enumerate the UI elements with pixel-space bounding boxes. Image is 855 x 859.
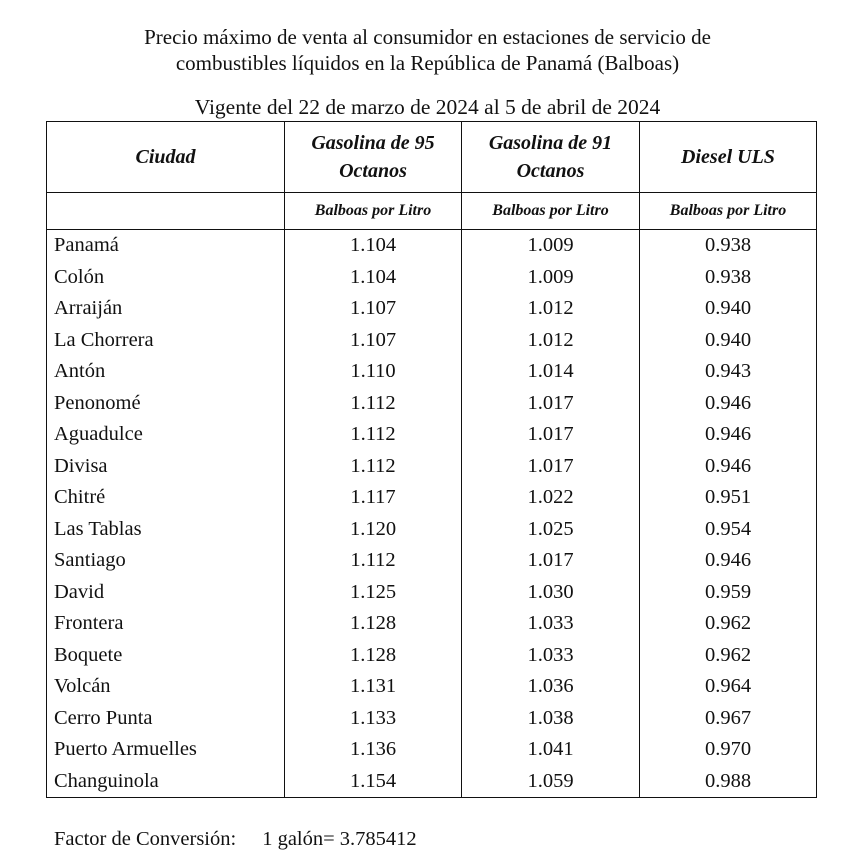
table-row <box>47 325 817 357</box>
cell-gasoline-95: 1.117 <box>285 482 462 514</box>
table-row <box>47 671 817 703</box>
cell-diesel-uls: 0.938 <box>640 230 817 262</box>
table-row <box>47 262 817 294</box>
cell-gasoline-95: 1.120 <box>285 514 462 546</box>
cell-gasoline-91: 1.030 <box>462 577 640 609</box>
cell-gasoline-91: 1.036 <box>462 671 640 703</box>
cell-gasoline-91: 1.014 <box>462 356 640 388</box>
cell-gasoline-91: 1.022 <box>462 482 640 514</box>
cell-diesel-uls: 0.962 <box>640 608 817 640</box>
table-row <box>47 703 817 735</box>
cell-gasoline-95: 1.125 <box>285 577 462 609</box>
cell-city: Boquete <box>47 640 285 672</box>
cell-gasoline-91: 1.009 <box>462 230 640 262</box>
cell-gasoline-91: 1.009 <box>462 262 640 294</box>
table-row <box>47 419 817 451</box>
cell-city: Antón <box>47 356 285 388</box>
units-city <box>47 193 285 230</box>
cell-gasoline-91: 1.017 <box>462 419 640 451</box>
cell-gasoline-95: 1.112 <box>285 419 462 451</box>
cell-gasoline-95: 1.128 <box>285 640 462 672</box>
cell-gasoline-91: 1.041 <box>462 734 640 766</box>
cell-gasoline-95: 1.128 <box>285 608 462 640</box>
table-row <box>47 766 817 798</box>
table-row <box>47 640 817 672</box>
cell-city: Chitré <box>47 482 285 514</box>
cell-gasoline-91: 1.059 <box>462 766 640 798</box>
cell-gasoline-95: 1.136 <box>285 734 462 766</box>
table-row <box>47 230 817 262</box>
cell-diesel-uls: 0.967 <box>640 703 817 735</box>
cell-gasoline-95: 1.133 <box>285 703 462 735</box>
conversion-factor-label: Factor de Conversión: <box>54 828 237 850</box>
validity-period: Vigente del 22 de marzo de 2024 al 5 de abril de 2024 <box>194 95 661 119</box>
cell-diesel-uls: 0.964 <box>640 671 817 703</box>
table-row <box>47 734 817 766</box>
cell-gasoline-91: 1.038 <box>462 703 640 735</box>
cell-city: Changuinola <box>47 766 285 798</box>
cell-gasoline-95: 1.131 <box>285 671 462 703</box>
cell-diesel-uls: 0.946 <box>640 545 817 577</box>
cell-diesel-uls: 0.951 <box>640 482 817 514</box>
cell-gasoline-91: 1.012 <box>462 293 640 325</box>
cell-diesel-uls: 0.970 <box>640 734 817 766</box>
cell-city: Arraiján <box>47 293 285 325</box>
table-row <box>47 388 817 420</box>
cell-city: Frontera <box>47 608 285 640</box>
header-diesel-uls: Diesel ULS <box>640 122 817 193</box>
cell-diesel-uls: 0.943 <box>640 356 817 388</box>
cell-diesel-uls: 0.962 <box>640 640 817 672</box>
table-row <box>47 356 817 388</box>
header-gasoline-95 <box>285 122 462 193</box>
cell-gasoline-91: 1.033 <box>462 608 640 640</box>
cell-gasoline-91: 1.025 <box>462 514 640 546</box>
cell-city: Aguadulce <box>47 419 285 451</box>
units-gasoline-95: Balboas por Litro <box>285 193 462 230</box>
fuel-price-table <box>46 121 817 798</box>
header-row <box>47 122 817 193</box>
table-row <box>47 451 817 483</box>
cell-gasoline-91: 1.017 <box>462 388 640 420</box>
title-line-1: Precio máximo de venta al consumidor en estaciones de servicio de <box>144 25 711 49</box>
cell-city: Penonomé <box>47 388 285 420</box>
table-row <box>47 482 817 514</box>
cell-gasoline-91: 1.033 <box>462 640 640 672</box>
title-line-2: combustibles líquidos en la República de Panamá (Balboas) <box>175 51 680 75</box>
cell-gasoline-95: 1.104 <box>285 262 462 294</box>
cell-gasoline-95: 1.112 <box>285 451 462 483</box>
cell-gasoline-95: 1.107 <box>285 325 462 357</box>
cell-diesel-uls: 0.959 <box>640 577 817 609</box>
cell-gasoline-95: 1.154 <box>285 766 462 798</box>
table-row <box>47 545 817 577</box>
cell-city: Divisa <box>47 451 285 483</box>
cell-diesel-uls: 0.954 <box>640 514 817 546</box>
table-row <box>47 577 817 609</box>
table-row <box>47 608 817 640</box>
units-diesel-uls: Balboas por Litro <box>640 193 817 230</box>
cell-diesel-uls: 0.946 <box>640 388 817 420</box>
cell-diesel-uls: 0.938 <box>640 262 817 294</box>
cell-city: Las Tablas <box>47 514 285 546</box>
header-gasoline-91 <box>462 122 640 193</box>
cell-diesel-uls: 0.946 <box>640 451 817 483</box>
conversion-factor-value: 1 galón= 3.785412 <box>262 828 417 850</box>
cell-city: Panamá <box>47 230 285 262</box>
cell-gasoline-91: 1.017 <box>462 451 640 483</box>
cell-diesel-uls: 0.940 <box>640 293 817 325</box>
cell-gasoline-95: 1.107 <box>285 293 462 325</box>
cell-city: Cerro Punta <box>47 703 285 735</box>
cell-gasoline-95: 1.104 <box>285 230 462 262</box>
header-city: Ciudad <box>47 122 285 193</box>
cell-city: Puerto Armuelles <box>47 734 285 766</box>
units-row <box>47 193 817 230</box>
table-row <box>47 514 817 546</box>
cell-city: Colón <box>47 262 285 294</box>
units-gasoline-91: Balboas por Litro <box>462 193 640 230</box>
cell-diesel-uls: 0.940 <box>640 325 817 357</box>
conversion-factor <box>54 826 417 852</box>
cell-gasoline-95: 1.112 <box>285 388 462 420</box>
cell-gasoline-91: 1.017 <box>462 545 640 577</box>
table-row <box>47 293 817 325</box>
cell-diesel-uls: 0.946 <box>640 419 817 451</box>
cell-diesel-uls: 0.988 <box>640 766 817 798</box>
cell-gasoline-95: 1.112 <box>285 545 462 577</box>
cell-city: Volcán <box>47 671 285 703</box>
header-gasoline-91-label: Gasolina de 91 Octanos <box>488 132 613 182</box>
header-gasoline-95-label: Gasolina de 95 Octanos <box>311 132 435 182</box>
cell-gasoline-91: 1.012 <box>462 325 640 357</box>
cell-city: La Chorrera <box>47 325 285 357</box>
cell-city: David <box>47 577 285 609</box>
cell-gasoline-95: 1.110 <box>285 356 462 388</box>
cell-city: Santiago <box>47 545 285 577</box>
